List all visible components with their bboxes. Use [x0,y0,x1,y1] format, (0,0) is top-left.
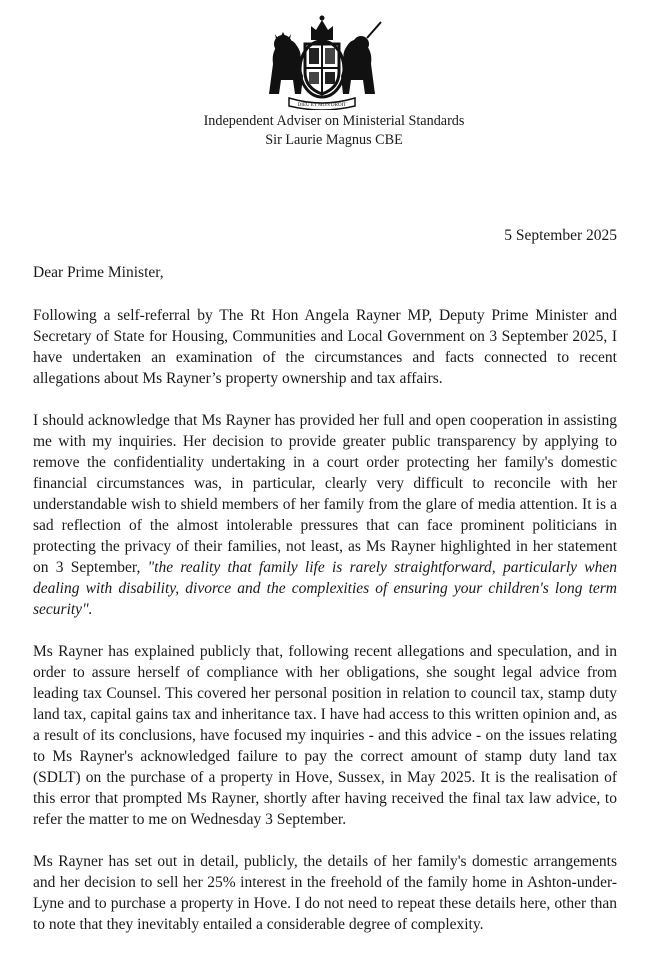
royal-coat-of-arms [259,14,385,110]
paragraph-3: Ms Rayner has explained publicly that, following recent allegations and speculation, and in order to assure herself of compliance with her obligations, she sought legal advice from leading tax Counsel. This covered her personal position in relation to council tax, stamp duty land tax, capital gains tax and inheritance tax. I have had access to this written opinion and, as a result of its conclusions, have focused my inquiries - and this advice - on the issues relating to Ms Rayner's acknowledged failure to pay the correct amount of stamp duty land tax (SDLT) on the purchase of a property in Hove, Sussex, in May 2025. It is the realisation of this error that prompted Ms Rayner, shortly after having received the final tax law advice, to refer the matter to me on Wednesday 3 September. [33,643,617,828]
coat-of-arms-icon [259,14,385,110]
letter-body [33,305,617,956]
paragraph-2 [33,410,617,620]
salutation: Dear Prime Minister, [33,264,164,281]
letter-date: 5 September 2025 [504,227,617,244]
paragraph-4: Ms Rayner has set out in detail, publicly, the details of her family's domestic arrangements and her decision to sell her 25% interest in the freehold of the family home in Ashton-under-Lyne and to purchase a property in Hove. I do not need to repeat these details here, other than to note that they inevitably entailed a considerable degree of complexity. [33,853,617,933]
paragraph-1: Following a self-referral by The Rt Hon Angela Rayner MP, Deputy Prime Minister and Secretary of State for Housing, Communities and Local Government on 3 September 2025, I have undertaken an examination of the circumstances and facts connected to recent allegations about Ms Rayner’s property ownership and tax affairs. [33,307,617,387]
letterhead-office: Independent Adviser on Ministerial Standards [203,113,465,129]
letterhead [0,112,660,150]
crest-motto: DIEU ET MON DROIT [297,103,347,108]
paragraph-2-quote: "the reality that family life is rarely straightforward, particularly when dealing with disability, divorce and the complexities of ensuring your children's long term security". [33,559,617,618]
paragraph-2-text: I should acknowledge that Ms Rayner has provided her full and open cooperation in assisting me with my inquiries. Her decision to provide greater public transparency by applying to remove the confidentiality undertaking in a court order protecting her family's domestic financial circumstances was, in particular, clearly very difficult to reconcile with her understandable wish to shield members of her family from the glare of media attention. It is a sad reflection of the almost intolerable pressures that can face prominent politicians in protecting the privacy of their families, not least, as Ms Rayner highlighted in her statement on 3 September, [33,412,617,576]
letterhead-name: Sir Laurie Magnus CBE [265,132,403,148]
